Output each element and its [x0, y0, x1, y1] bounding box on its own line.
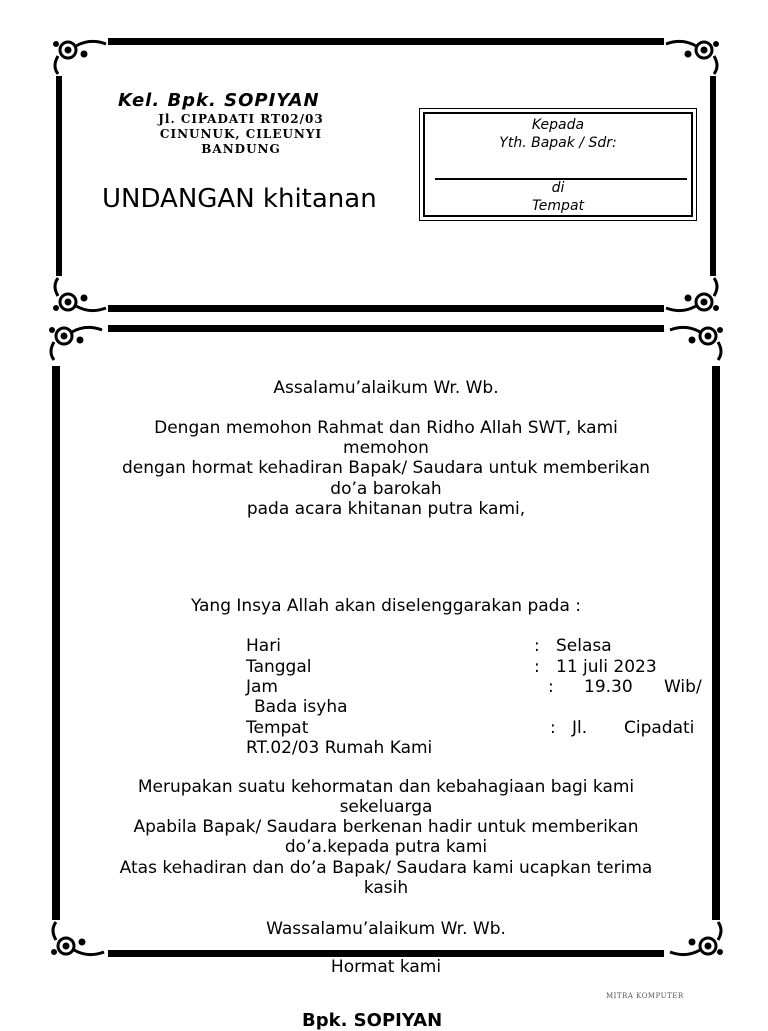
ornament-corner-icon — [48, 36, 108, 76]
envelope-border-right — [710, 76, 716, 276]
paragraph-line: pada acara khitanan putra kami, — [246, 499, 526, 519]
envelope-border-top — [108, 38, 664, 45]
recipient-label: Yth. Bapak / Sdr: — [499, 135, 617, 151]
detail-colon: : — [548, 677, 554, 697]
ornament-corner-icon — [664, 276, 724, 316]
detail-value-tempat: Cipadati — [624, 718, 695, 738]
recipient-label: di — [551, 180, 565, 196]
paragraph-line: Apabila Bapak/ Saudara berkenan hadir untuk memberikan — [133, 817, 639, 837]
ornament-corner-icon — [668, 322, 728, 362]
recipient-label: Tempat — [531, 198, 585, 214]
paragraph-line: sekeluarga — [339, 797, 433, 817]
envelope-border-bottom — [108, 305, 664, 312]
greeting: Assalamu’alaikum Wr. Wb. — [273, 378, 499, 398]
recipient-label: Kepada — [531, 117, 585, 133]
detail-label-hari: Hari — [246, 636, 281, 656]
sender-address-line: BANDUNG — [201, 142, 281, 156]
paragraph-line: do’a barokah — [330, 479, 442, 499]
sender-address-line: CINUNUK, CILEUNYI — [159, 127, 323, 141]
detail-value-jam-note: Bada isyha — [254, 697, 348, 717]
paragraph-line: Dengan memohon Rahmat dan Ridho Allah SWT, kami — [154, 418, 618, 438]
recipient-box — [419, 108, 697, 221]
detail-label-jam: Jam — [246, 677, 278, 697]
detail-value-tanggal: 11 juli 2023 — [556, 657, 657, 677]
paragraph-line: Atas kehadiran dan do’a Bapak/ Saudara kami ucapkan terima — [119, 858, 653, 878]
detail-colon: : — [534, 657, 540, 677]
ornament-corner-icon — [664, 36, 724, 76]
paragraph-line: memohon — [343, 438, 429, 458]
paragraph-line: Merupakan suatu kehormatan dan kebahagiaan bagi kami — [137, 777, 635, 797]
watermark: MITRA KOMPUTER — [606, 992, 684, 1000]
envelope-border-left — [56, 76, 62, 276]
detail-value-jam-unit: Wib/ — [664, 677, 702, 697]
letter-border-top — [108, 325, 664, 332]
recipient-box-inner — [423, 112, 693, 217]
paragraph-line: kasih — [363, 878, 409, 898]
closing: Wassalamu’alaikum Wr. Wb. — [266, 919, 506, 939]
letter-border-left — [52, 366, 60, 920]
detail-value-tempat: Jl. — [572, 718, 588, 738]
paragraph-line: dengan hormat kehadiran Bapak/ Saudara untuk memberikan — [121, 458, 651, 478]
detail-colon: : — [534, 636, 540, 656]
detail-value-jam: 19.30 — [584, 677, 633, 697]
detail-label-tempat: Tempat — [246, 718, 309, 738]
event-intro: Yang Insya Allah akan diselenggarakan pada : — [190, 596, 582, 616]
paragraph-line: do’a.kepada putra kami — [284, 837, 488, 857]
letter-border-right — [712, 366, 720, 920]
detail-label-tanggal: Tanggal — [246, 657, 312, 677]
ornament-corner-icon — [48, 276, 108, 316]
regards: Hormat kami — [330, 957, 442, 977]
detail-colon: : — [550, 718, 556, 738]
detail-value-tempat: RT.02/03 Rumah Kami — [246, 738, 433, 758]
detail-value-hari: Selasa — [556, 636, 612, 656]
sender-address-line: Jl. CIPADATI RT02/03 — [158, 112, 324, 126]
envelope-title: UNDANGAN khitanan — [102, 184, 377, 214]
ornament-corner-icon — [44, 322, 104, 362]
signature-name: Bpk. SOPIYAN — [302, 1010, 443, 1031]
letter-border-bottom — [108, 950, 664, 957]
sender-name: Kel. Bpk. SOPIYAN — [118, 90, 320, 111]
